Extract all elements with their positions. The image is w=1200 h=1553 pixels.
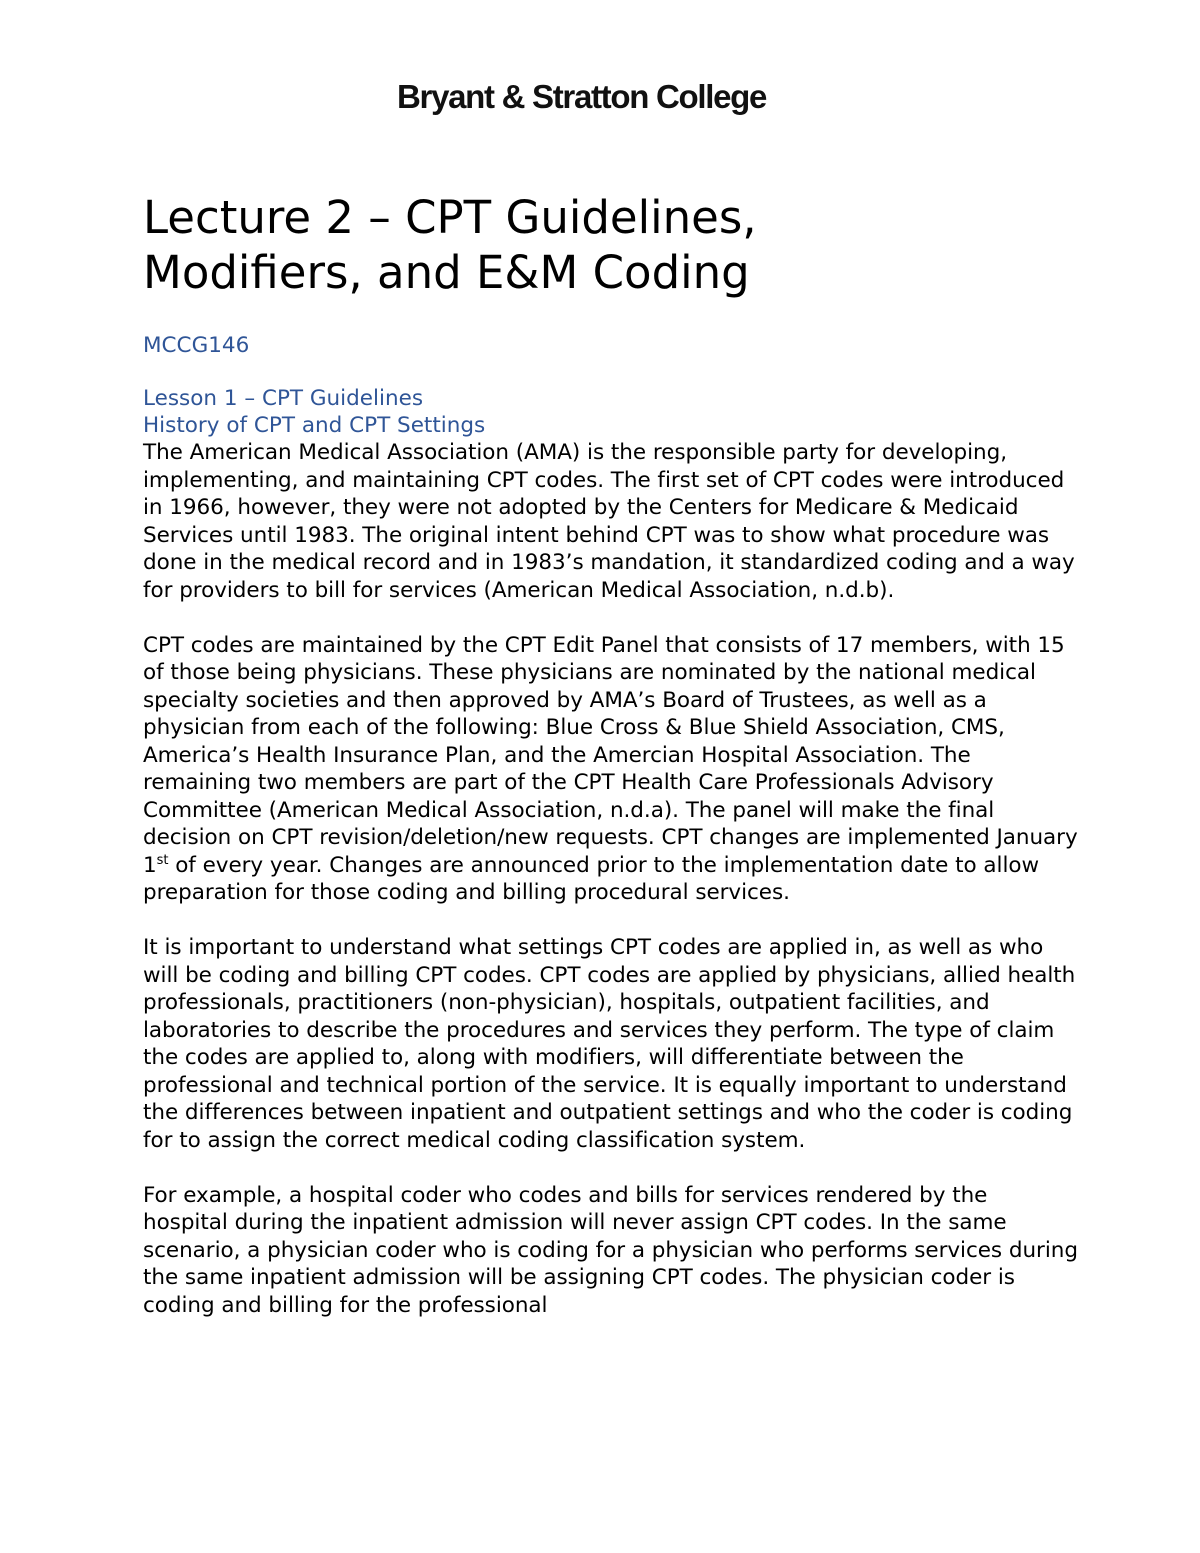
section-heading: History of CPT and CPT Settings [143, 413, 486, 438]
paragraph-edit-panel [143, 632, 1078, 907]
paragraph-history: The American Medical Association (AMA) is the responsible party for developing, implementing, and maintaining CPT codes. The first set of CPT codes were introduced in 1966, however, they were not adopted by the Centers for Medicare & Medicaid Services until 1983. The original intent behind CPT was to show what procedure was done in the medical record and in 1983’s mandation, it standardized coding and a way for providers to bill for services (American Medical Association, n.d.b). [143, 440, 1075, 603]
paragraph-example: For example, a hospital coder who codes and bills for services rendered by the hospital during the inpatient admission will never assign CPT codes. In the same scenario, a physician coder who is coding for a physician who performs services during the same inpatient admission will be assigning CPT codes. The physician coder is coding and billing for the professional [143, 1182, 1078, 1318]
title-line-2: Modifiers, and E&M Coding [143, 246, 750, 299]
paragraph-edit-panel-tail: of every year. Changes are announced prior to the implementation date to allow preparation for those coding and billing procedural services. [143, 852, 1040, 905]
paragraph-settings: It is important to understand what settings CPT codes are applied in, as well as who will be coding and billing CPT codes. CPT codes are applied by physicians, allied health professionals, practitioners (non-physician), hospitals, outpatient facilities, and laboratories to describe the procedures and services they perform. The type of claim the codes are applied to, along with modifiers, will differentiate between the professional and technical portion of the service. It is equally important to understand the differences between inpatient and outpatient settings and who the coder is coding for to assign the correct medical coding classification system. [143, 935, 1076, 1153]
ordinal-superscript: st [156, 852, 169, 868]
course-code: MCCG146 [143, 333, 250, 358]
paragraph-edit-panel-text: CPT codes are maintained by the CPT Edit Panel that consists of 17 members, with 15 of those being physicians. These physicians are nominated by the national medical specialty societies and then approved by AMA’s Board of Trustees, as well as a physician from each of the following: Blue Cross & Blue Shield Association, CMS, America’s Health Insurance Plan, and the Amercian Hospital Association. The remaining two members are part of the CPT Health Care Professionals Advisory Committee (American Medical Association, n.d.a). The panel will make the final decision on CPT revision/deletion/new requests. CPT changes are implemented January 1 [143, 632, 1078, 878]
lesson-heading: Lesson 1 – CPT Guidelines [143, 386, 424, 411]
document-body [143, 190, 1078, 1347]
college-logo: Bryant & Stratton College [397, 78, 767, 115]
title-line-1: Lecture 2 – CPT Guidelines, [143, 191, 757, 244]
page-title [143, 190, 1078, 300]
